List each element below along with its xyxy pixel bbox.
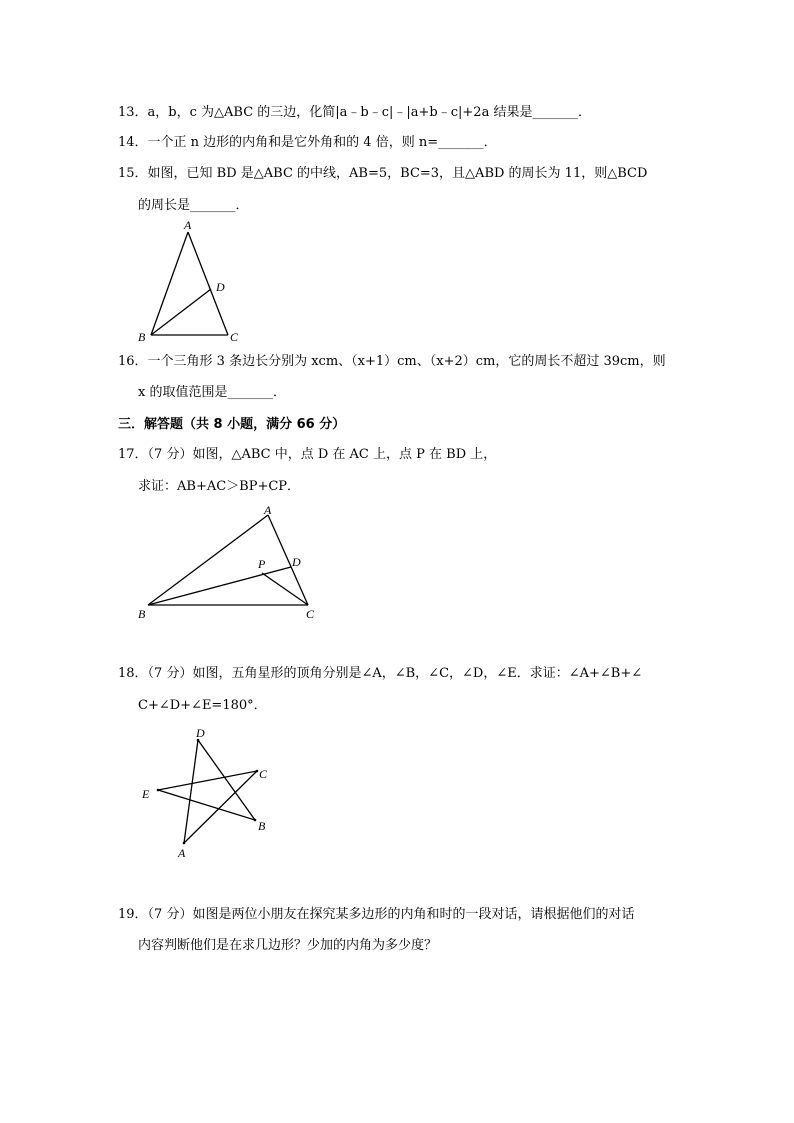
question-14: 14．一个正 n 边形的内角和是它外角和的 4 倍，则 n=_______． [118, 135, 497, 150]
q15-label-c: C [230, 330, 239, 344]
question-19-line1: 19．（7 分）如图是两位小朋友在探究某多边形的内角和时的一段对话，请根据他们的对话 [118, 907, 635, 922]
figure-q15-triangle [130, 215, 250, 350]
q18-label-a: A [178, 846, 186, 860]
q17-label-c: C [306, 607, 315, 621]
question-18-line1: 18．（7 分）如图，五角星形的顶角分别是∠A，∠B，∠C，∠D，∠E．求证：∠A+∠B+∠ [118, 666, 643, 681]
q15-median-bd [151, 289, 211, 335]
q15-label-a: A [184, 218, 192, 232]
q15-side-ab [151, 232, 188, 335]
q18-point-b [254, 819, 257, 822]
q15-label-b: B [138, 330, 146, 344]
q18-label-b: B [258, 819, 266, 833]
q18-point-e [157, 789, 160, 792]
q17-side-ab [148, 515, 268, 605]
q17-label-p: P [258, 557, 266, 571]
figure-q17-triangle [130, 500, 330, 628]
q18-segment-ec [158, 771, 257, 790]
question-17-line1: 17．（7 分）如图，△ABC 中，点 D 在 AC 上，点 P 在 BD 上， [118, 447, 497, 462]
q18-segment-be [158, 790, 255, 820]
q18-segment-ad [184, 740, 198, 843]
section-3-heading: 三．解答题（共 8 小题，满分 66 分） [118, 417, 346, 432]
q18-segment-db [198, 740, 255, 820]
question-17-line2: 求证：AB+AC＞BP+CP． [138, 479, 301, 494]
q18-point-c [256, 770, 259, 773]
q18-label-e: E [142, 787, 150, 801]
q17-label-a: A [264, 503, 272, 517]
q17-segment-bd [148, 567, 291, 605]
question-15-line1: 15．如图，已知 BD 是△ABC 的中线，AB=5，BC=3，且△ABD 的周长为 11，则△BCD [118, 166, 648, 181]
question-16-line2: x 的取值范围是_______． [138, 385, 286, 400]
q18-label-d: D [196, 726, 205, 740]
question-15-line2: 的周长是_______． [138, 198, 249, 213]
q15-label-d: D [216, 280, 225, 294]
question-19-line2: 内容判断他们是在求几边形？少加的内角为多少度？ [138, 938, 438, 953]
question-16-line1: 16．一个三角形 3 条边长分别为 xcm、（x+1）cm、（x+2）cm，它的周长不超过 39cm，则 [118, 354, 666, 369]
q17-label-b: B [138, 607, 146, 621]
q18-label-c: C [259, 767, 268, 781]
figure-q18-star [130, 720, 290, 865]
question-18-line2: C+∠D+∠E=180°． [138, 698, 267, 713]
q17-label-d: D [292, 555, 301, 569]
question-13: 13．a，b，c 为△ABC 的三边，化简|a﹣b﹣c|﹣|a+b﹣c|+2a 结果是_______． [118, 105, 591, 120]
q18-point-a [183, 842, 186, 845]
